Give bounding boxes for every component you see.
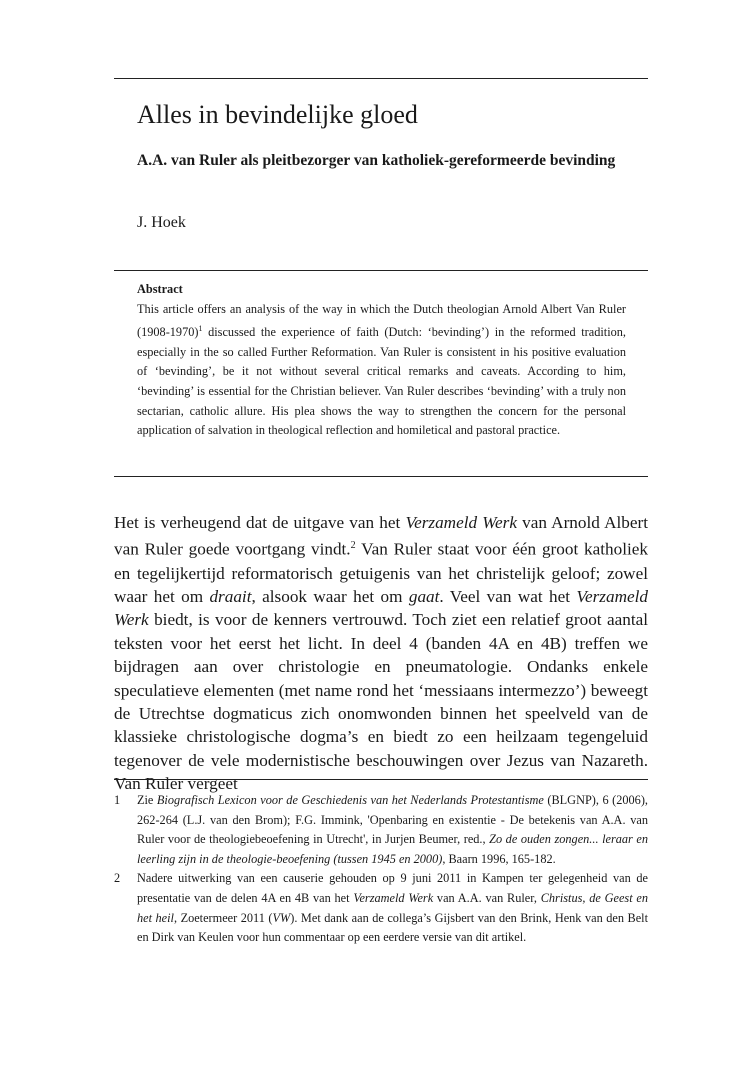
footnote-text: (BLGNP), 6 (2006), 262-264 (L.J. van den Brom); F.G. Immink, 'Openbaring en existentie - De betekenis van A.A. van Ruler voor de theologiebeoefening in Utrecht', in Jurjen Beumer, red., bbox=[137, 793, 648, 847]
footnote-italic: Verzameld Werk bbox=[353, 890, 434, 905]
body-italic: draait bbox=[209, 586, 252, 606]
top-rule bbox=[114, 78, 648, 79]
abstract bbox=[137, 280, 626, 441]
footnote-number: 2 bbox=[114, 871, 121, 886]
article-subtitle: A.A. van Ruler als pleitbezorger van katholiek-gereformeerde bevinding bbox=[137, 152, 616, 169]
abstract-text-cont: discussed the experience of faith (Dutch: ‘bevinding’) in the reformed tradition, especially in the so called Further Reformation. Van Ruler is consistent in his positive evaluation of ‘bevinding’, be it not without several critical remarks and caveats. According to him, ‘bevinding’ is essential for the Christian believer. Van Ruler describes ‘bevinding’ with a truly non sectarian, catholic allure. His plea shows the way to strengthen the concern for the personal application of salvation in theological reflection and homiletical and pastoral practice. bbox=[137, 325, 626, 438]
body-italic: Verzameld Werk bbox=[405, 513, 517, 532]
footnote-ref-1[interactable]: 1 bbox=[198, 324, 203, 334]
body-text-run: biedt, is voor de kenners vertrouwd. Toch ziet een relatief groot aantal teksten voor het eerst het licht. In deel 4 (banden 4A en 4B) treffen we bijdragen aan over christologie en pneumatologie. Ondanks enkele speculatieve elementen (met name rond het ‘messiaans intermezzo’) beweegt de Utrechtse dogmaticus zich onomwonden binnen het speelveld van de klassieke christologische dogma’s en biedt zo een heilzaam tegengeluid tegenover de vele modernistische beschouwingen over Jezus van Nazareth. Van Ruler vergeet bbox=[114, 610, 648, 794]
footnote-rule bbox=[114, 779, 648, 780]
footnote-text: ). Met dank aan de collega’s Gijsbert van den Brink, Henk van den Belt en Dirk van Keulen voor hun commentaar op een eerdere versie van dit artikel. bbox=[137, 910, 648, 945]
footnote-ref-2[interactable]: 2 bbox=[350, 540, 356, 552]
article-title: Alles in bevindelijke gloed bbox=[137, 100, 418, 129]
footnote-text: , Zoetermeer 2011 ( bbox=[173, 910, 273, 925]
body-italic: Verzameld Werk bbox=[114, 586, 648, 630]
footnote-italic: VW bbox=[272, 910, 291, 925]
footnotes bbox=[114, 791, 648, 948]
footnote-italic: Christus, de Geest en het heil bbox=[137, 890, 648, 925]
abstract-bottom-rule bbox=[114, 476, 648, 477]
footnote-text: van A.A. van Ruler, bbox=[433, 890, 541, 905]
abstract-top-rule bbox=[114, 270, 648, 271]
author-name: J. Hoek bbox=[137, 214, 186, 231]
footnote-number: 1 bbox=[114, 793, 121, 807]
body-text-run: , alsook waar het om bbox=[251, 586, 409, 606]
footnote-text: Zie bbox=[137, 793, 157, 807]
footnote-text: , Baarn 1996, 165-182. bbox=[442, 851, 556, 866]
footnote-italic: Biografisch Lexicon voor de Geschiedenis van het Nederlands Protestantisme bbox=[156, 793, 544, 807]
abstract-text: This article offers an analysis of the way in which the Dutch theologian Arnold Albert Van Ruler (1908-1970) bbox=[137, 301, 626, 340]
body-text-run: Van Ruler staat voor één groot katholiek en tegelijkertijd reformatorisch getuigenis van het christelijk geloof; zowel waar het om bbox=[114, 540, 648, 606]
abstract-heading: Abstract bbox=[137, 282, 183, 296]
footnote-2 bbox=[114, 869, 648, 947]
footnote-italic: Zo de ouden zongen... leraar en leerling zijn in de theologie-beoefening (tussen 1945 en 2000) bbox=[137, 832, 648, 866]
body-text-run: Het is verheugend dat de uitgave van het bbox=[114, 513, 406, 532]
body-italic: gaat bbox=[408, 586, 440, 606]
body-text-run: van Arnold Albert van Ruler goede voortgang vindt. bbox=[114, 513, 648, 560]
footnote-1 bbox=[114, 791, 648, 869]
body-paragraph bbox=[114, 511, 648, 796]
body-text-run: . Veel van wat het bbox=[439, 586, 577, 606]
footnote-text: Nadere uitwerking van een causerie gehouden op 9 juni 2011 in Kampen ter gelegenheid van de presentatie van de delen 4A en 4B van het bbox=[137, 871, 648, 905]
